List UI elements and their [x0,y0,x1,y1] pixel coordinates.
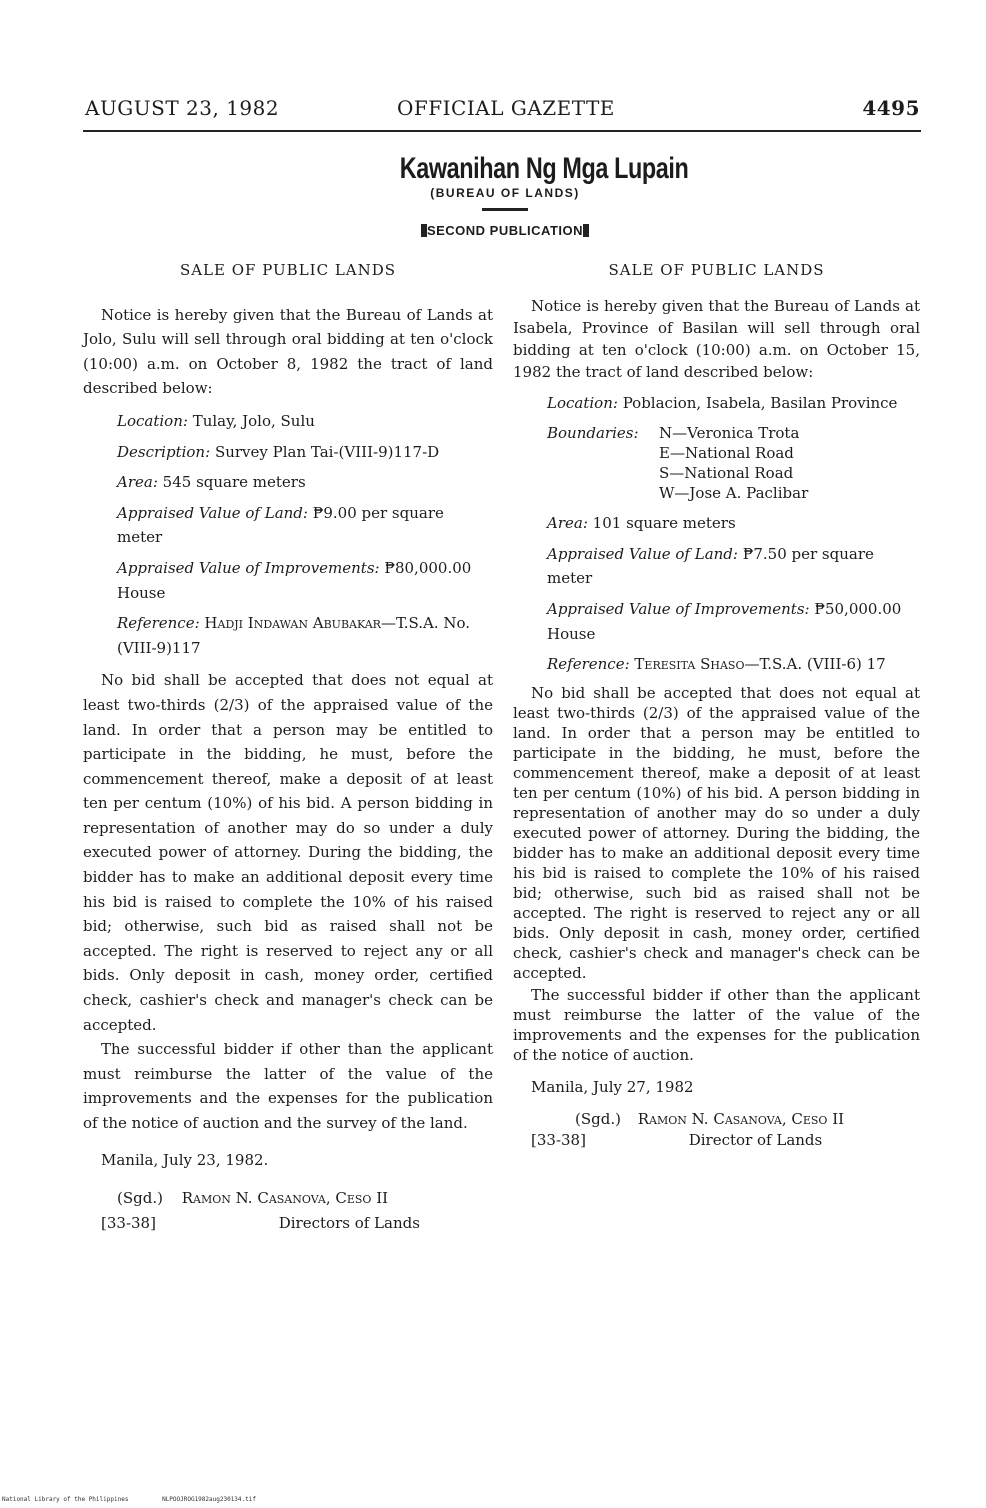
signed-mark: (Sgd.) [575,1110,621,1129]
improvements-line [117,556,493,605]
bidding-terms: No bid shall be accepted that does not equal at least two-thirds (2/3) of the appraised value of the land. In order that a person may be entitled to participate in the bidding, he must, before the commencement thereof, make a deposit of at least ten per centum (10%) of his bid. A person bidding in representation of another may do so under a duly executed power of attorney. During the bidding, the bidder has to make an additional deposit every time his bid is raised to complete the 10% of his raised bid; otherwise, such bid as raised shall not be accepted. The right is reserved to reject any or all bids. Only deposit in cash, money order, certified check, cashier's check and manager's check can be accepted. [513,683,920,982]
reimbursement-clause: The successful bidder if other than the applicant must reimburse the latter of the value of the improvements and the expenses for the publication of the notice of auction and the survey of the land. [83,1040,493,1132]
improvements-label: Appraised Value of Improvements: [547,599,810,618]
publication-label: SECOND PUBLICATION [426,223,584,238]
area-label: Area: [547,514,588,533]
notice-left-column [83,258,493,1235]
area-value: 101 square meters [592,514,736,533]
running-head [85,96,920,126]
signatory-name: Ramon N. Casanova [637,1110,782,1129]
location-label: Location: [547,393,618,412]
area-label: Area: [117,473,158,492]
place-date: Manila, July 27, 1982 [531,1077,694,1096]
signature-block [83,1186,493,1235]
signed-mark: (Sgd.) [117,1189,163,1208]
masthead [370,152,689,238]
scan-filename: NLPOOJROG1982aug230134.tif [162,1496,256,1503]
land-value-line [547,542,920,591]
land-value-line [117,501,493,550]
bidding-terms: No bid shall be accepted that does not equal at least two-thirds (2/3) of the appraised value of the land. In order that a person may be entitled to participate in the bidding, he must, before the commencement thereof, make a deposit of at least ten per centum (10%) of his bid. A person bidding in representation of another may do so under a duly executed power of attorney. During the bidding, the bidder has to make an additional deposit every time his bid is raised to complete the 10% of his raised bid; otherwise, such bid as raised shall not be accepted. The right is reserved to reject any or all bids. Only deposit in cash, money order, certified check, cashier's check and manager's check can be accepted. [83,671,493,1034]
description-label: Description: [117,442,211,461]
location-label: Location: [117,411,188,430]
boundary-south: S—National Road [659,464,794,483]
boundaries-list [659,423,808,503]
boundary-north: N—Veronica Trota [659,424,800,443]
location-line [117,409,493,434]
signature-title-line [531,1130,920,1151]
notice-intro: Notice is hereby given that the Bureau of Lands at Jolo, Sulu will sell through oral bidding at ten o'clock (10:00) a.m. on October 8, 1982 the tract of land described below: [83,305,493,398]
notice-intro: Notice is hereby given that the Bureau of Lands at Isabela, Province of Basilan will sell through oral bidding at ten o'clock (10:00) a.m. on October 15, 1982 the tract of land described below: [513,296,920,381]
improvements-line [547,597,920,646]
reference-number: —T.S.A. No. (VIII-9)117 [117,614,471,657]
area-line [547,511,920,536]
boundary-east: E—National Road [659,444,794,463]
library-credit: National Library of the Philippines [2,1496,129,1503]
section-heading: SALE OF PUBLIC LANDS [608,261,825,279]
bureau-title: Kawanihan Ng Mga Lupain [399,152,689,185]
issue-numbers: [33-38] [531,1131,586,1150]
boundaries-block [547,423,920,503]
publication-title: OFFICIAL GAZETTE [397,96,615,120]
description-value: Survey Plan Tai-(VIII-9)117-D [214,442,440,461]
signatory-title: Directors of Lands [278,1213,420,1232]
header-rule [83,130,921,132]
boundaries-label: Boundaries: [547,424,639,443]
signatory-rank: , Ceso II [325,1189,389,1208]
signatory-name: Ramon N. Casanova [181,1189,326,1208]
masthead-rule [482,208,528,211]
improvements-label: Appraised Value of Improvements: [117,558,380,577]
boundary-west: W—Jose A. Paclibar [659,484,809,503]
bureau-subtitle: (BUREAU OF LANDS) [430,186,580,200]
signatory-title: Director of Lands [688,1131,823,1150]
place-date: Manila, July 23, 1982. [101,1150,269,1169]
reference-line [117,611,493,660]
reference-name: Hadji Indawan Abubakar [204,614,381,633]
location-value: Tulay, Jolo, Sulu [192,411,315,430]
signature-block [513,1109,920,1151]
description-line [117,440,493,465]
location-line [547,391,920,416]
reference-label: Reference: [547,655,630,674]
issue-date: AUGUST 23, 1982 [85,96,280,120]
signature-line [531,1109,920,1130]
reference-label: Reference: [117,614,200,633]
area-line [117,470,493,495]
improvements-value: ₱50,000.00 House [547,599,902,643]
area-value: 545 square meters [162,473,306,492]
signature-line [101,1186,493,1211]
reimbursement-clause: The successful bidder if other than the applicant must reimburse the latter of the value of the improvements and the expenses for the publication of the notice of auction. [513,985,920,1064]
signature-title-line [101,1211,493,1236]
signatory-rank: , Ceso II [781,1110,845,1129]
land-value-value: ₱7.50 per square meter [547,544,874,588]
land-value-label: Appraised Value of Land: [547,544,738,563]
notice-right-column [513,258,920,1151]
location-value: Poblacion, Isabela, Basilan Province [622,393,898,412]
bracket-right-mark [583,224,589,237]
section-heading: SALE OF PUBLIC LANDS [179,261,397,279]
reference-number: —T.S.A. (VIII-6) 17 [744,655,886,674]
land-value-label: Appraised Value of Land: [117,503,308,522]
issue-numbers: [33-38] [101,1213,156,1232]
improvements-value: ₱80,000.00 House [117,558,472,602]
page-number: 4495 [862,96,920,120]
reference-name: Teresita Shaso [634,655,745,674]
land-value-value: ₱9.00 per square meter [117,503,444,547]
reference-line [547,652,920,677]
scan-footer [2,1496,286,1503]
publication-notice [370,223,640,238]
